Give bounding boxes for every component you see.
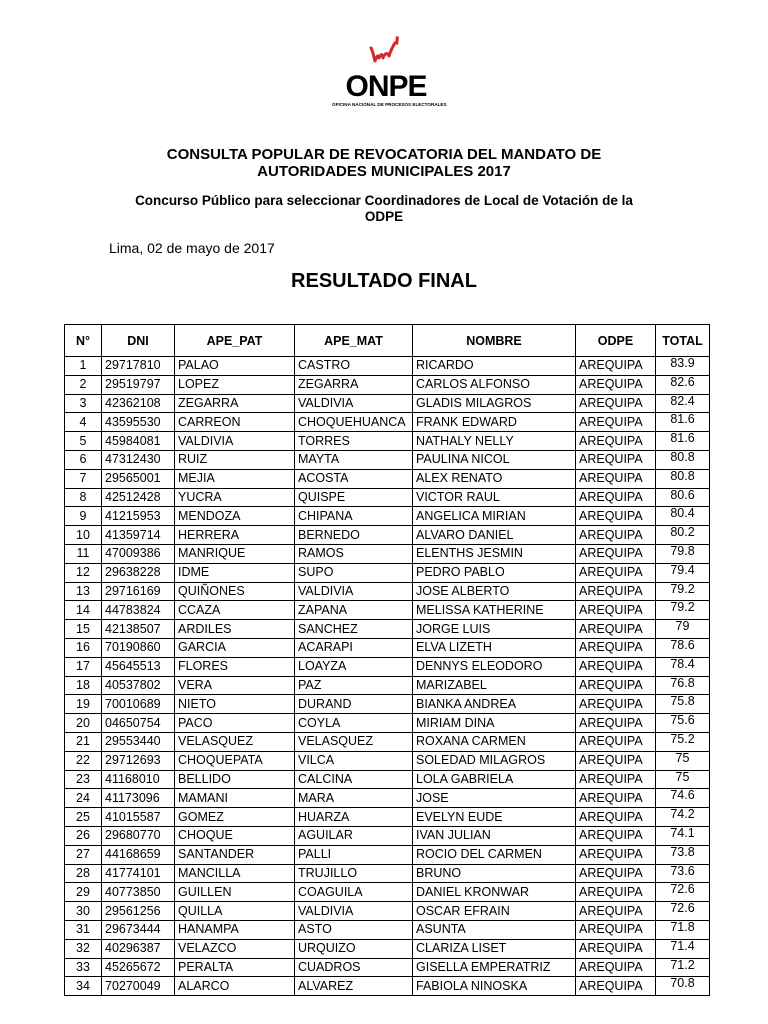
table-row [65,977,710,996]
cell-ape-mat: CALCINA [295,770,413,789]
cell-ape-pat: NIETO [175,695,295,714]
cell-dni: 29565001 [102,469,175,488]
cell-odpe: AREQUIPA [576,375,656,394]
cell-number: 10 [65,526,102,545]
cell-nombre: ANGELICA MIRIAN [413,507,576,526]
cell-number: 18 [65,676,102,695]
cell-ape-pat: VALDIVIA [175,432,295,451]
cell-ape-mat: ACARAPI [295,638,413,657]
cell-total: 72.6 [656,902,710,921]
cell-number: 12 [65,563,102,582]
cell-nombre: SOLEDAD MILAGROS [413,751,576,770]
table-row [65,432,710,451]
cell-ape-pat: CARREON [175,413,295,432]
cell-number: 4 [65,413,102,432]
cell-nombre: JOSE [413,789,576,808]
table-row [65,657,710,676]
cell-nombre: CLARIZA LISET [413,939,576,958]
cell-ape-mat: CHOQUEHUANCA [295,413,413,432]
table-row [65,920,710,939]
cell-ape-mat: ACOSTA [295,469,413,488]
cell-ape-pat: FLORES [175,657,295,676]
cell-number: 3 [65,394,102,413]
cell-nombre: IVAN JULIAN [413,826,576,845]
table-row [65,789,710,808]
cell-number: 8 [65,488,102,507]
cell-dni: 41774101 [102,864,175,883]
table-row [65,751,710,770]
col-header-total: TOTAL [656,325,710,357]
cell-dni: 45645513 [102,657,175,676]
cell-ape-mat: TRUJILLO [295,864,413,883]
cell-number: 16 [65,638,102,657]
table-row [65,601,710,620]
cell-odpe: AREQUIPA [576,920,656,939]
table-row [65,958,710,977]
cell-ape-mat: CHIPANA [295,507,413,526]
cell-nombre: ROCIO DEL CARMEN [413,845,576,864]
cell-dni: 47312430 [102,450,175,469]
cell-number: 13 [65,582,102,601]
table-row [65,507,710,526]
cell-ape-mat: SANCHEZ [295,620,413,639]
table-row [65,357,710,376]
result-heading: RESULTADO FINAL [291,270,477,292]
cell-odpe: AREQUIPA [576,826,656,845]
cell-nombre: RICARDO [413,357,576,376]
cell-ape-mat: RAMOS [295,544,413,563]
cell-nombre: OSCAR EFRAIN [413,902,576,921]
table-row [65,939,710,958]
cell-total: 73.8 [656,845,710,864]
cell-ape-mat: MARA [295,789,413,808]
cell-dni: 70190860 [102,638,175,657]
table-row [65,582,710,601]
logo-wordmark: ONPE [345,70,427,103]
document-subtitle [0,193,768,225]
cell-number: 25 [65,808,102,827]
table-row [65,375,710,394]
cell-ape-pat: BELLIDO [175,770,295,789]
cell-total: 74.6 [656,789,710,808]
cell-number: 2 [65,375,102,394]
cell-number: 11 [65,544,102,563]
logo-subtext: OFICINA NACIONAL DE PROCESOS ELECTORALES [332,102,447,107]
cell-odpe: AREQUIPA [576,883,656,902]
cell-total: 81.6 [656,413,710,432]
table-row [65,826,710,845]
cell-nombre: PAULINA NICOL [413,450,576,469]
cell-odpe: AREQUIPA [576,488,656,507]
cell-nombre: BRUNO [413,864,576,883]
cell-nombre: VICTOR RAUL [413,488,576,507]
cell-odpe: AREQUIPA [576,450,656,469]
table-row [65,469,710,488]
cell-ape-mat: VELASQUEZ [295,732,413,751]
cell-number: 24 [65,789,102,808]
cell-dni: 42138507 [102,620,175,639]
cell-number: 33 [65,958,102,977]
col-header-number: N° [65,325,102,357]
cell-dni: 41359714 [102,526,175,545]
cell-ape-pat: ALARCO [175,977,295,996]
cell-total: 80.6 [656,488,710,507]
cell-total: 74.2 [656,808,710,827]
table-row [65,902,710,921]
cell-odpe: AREQUIPA [576,357,656,376]
cell-ape-pat: GARCIA [175,638,295,657]
cell-ape-pat: HERRERA [175,526,295,545]
table-row [65,394,710,413]
cell-ape-pat: SANTANDER [175,845,295,864]
results-table [64,324,710,996]
cell-dni: 45265672 [102,958,175,977]
table-row [65,563,710,582]
cell-nombre: JORGE LUIS [413,620,576,639]
cell-odpe: AREQUIPA [576,977,656,996]
cell-ape-pat: PALAO [175,357,295,376]
cell-dni: 41168010 [102,770,175,789]
cell-odpe: AREQUIPA [576,394,656,413]
table-row [65,413,710,432]
cell-dni: 70270049 [102,977,175,996]
cell-dni: 29673444 [102,920,175,939]
cell-dni: 42362108 [102,394,175,413]
subtitle-line-1: Concurso Público para seleccionar Coordinadores de Local de Votación de la [135,193,633,208]
cell-ape-mat: VALDIVIA [295,902,413,921]
cell-number: 17 [65,657,102,676]
cell-ape-pat: CHOQUE [175,826,295,845]
cell-total: 71.2 [656,958,710,977]
col-header-odpe: ODPE [576,325,656,357]
cell-ape-mat: TORRES [295,432,413,451]
onpe-logo [326,34,446,114]
table-body [65,357,710,996]
cell-number: 14 [65,601,102,620]
cell-ape-mat: QUISPE [295,488,413,507]
cell-odpe: AREQUIPA [576,808,656,827]
cell-total: 83.9 [656,357,710,376]
cell-number: 34 [65,977,102,996]
cell-ape-mat: URQUIZO [295,939,413,958]
cell-total: 78.4 [656,657,710,676]
cell-odpe: AREQUIPA [576,789,656,808]
table-row [65,526,710,545]
cell-nombre: PEDRO PABLO [413,563,576,582]
cell-total: 71.4 [656,939,710,958]
cell-odpe: AREQUIPA [576,695,656,714]
col-header-dni: DNI [102,325,175,357]
table-row [65,770,710,789]
cell-total: 79.8 [656,544,710,563]
cell-total: 73.6 [656,864,710,883]
cell-total: 72.6 [656,883,710,902]
cell-ape-mat: AGUILAR [295,826,413,845]
ballot-box-hand-icon [368,34,404,68]
cell-total: 70.8 [656,977,710,996]
cell-total: 80.8 [656,469,710,488]
cell-dni: 43595530 [102,413,175,432]
cell-ape-pat: IDME [175,563,295,582]
cell-odpe: AREQUIPA [576,864,656,883]
cell-odpe: AREQUIPA [576,657,656,676]
document-date: Lima, 02 de mayo de 2017 [109,240,275,256]
cell-ape-pat: CHOQUEPATA [175,751,295,770]
cell-ape-pat: MENDOZA [175,507,295,526]
cell-odpe: AREQUIPA [576,902,656,921]
cell-nombre: MELISSA KATHERINE [413,601,576,620]
table-row [65,714,710,733]
cell-odpe: AREQUIPA [576,939,656,958]
cell-ape-pat: GOMEZ [175,808,295,827]
subtitle-line-2: ODPE [364,209,404,224]
table-row [65,845,710,864]
table-row [65,883,710,902]
cell-total: 82.6 [656,375,710,394]
table-row [65,732,710,751]
cell-nombre: GLADIS MILAGROS [413,394,576,413]
cell-ape-mat: ALVAREZ [295,977,413,996]
cell-dni: 29712693 [102,751,175,770]
cell-number: 15 [65,620,102,639]
cell-dni: 40296387 [102,939,175,958]
cell-number: 19 [65,695,102,714]
cell-nombre: DANIEL KRONWAR [413,883,576,902]
cell-ape-mat: BERNEDO [295,526,413,545]
cell-total: 80.8 [656,450,710,469]
cell-nombre: ALEX RENATO [413,469,576,488]
cell-total: 75.8 [656,695,710,714]
cell-ape-pat: QUIÑONES [175,582,295,601]
cell-dni: 47009386 [102,544,175,563]
cell-odpe: AREQUIPA [576,582,656,601]
cell-odpe: AREQUIPA [576,676,656,695]
cell-ape-mat: HUARZA [295,808,413,827]
cell-ape-pat: VERA [175,676,295,695]
cell-nombre: GISELLA EMPERATRIZ [413,958,576,977]
cell-nombre: ASUNTA [413,920,576,939]
cell-number: 27 [65,845,102,864]
cell-ape-mat: PAZ [295,676,413,695]
cell-total: 79 [656,620,710,639]
cell-total: 80.4 [656,507,710,526]
cell-number: 21 [65,732,102,751]
cell-number: 22 [65,751,102,770]
cell-number: 7 [65,469,102,488]
cell-total: 76.8 [656,676,710,695]
table-row [65,544,710,563]
table-header-row [65,325,710,357]
cell-ape-mat: VALDIVIA [295,394,413,413]
cell-ape-mat: VALDIVIA [295,582,413,601]
cell-ape-mat: SUPO [295,563,413,582]
cell-dni: 29519797 [102,375,175,394]
cell-ape-mat: ZEGARRA [295,375,413,394]
cell-odpe: AREQUIPA [576,432,656,451]
table-row [65,638,710,657]
cell-dni: 44783824 [102,601,175,620]
cell-ape-pat: PERALTA [175,958,295,977]
cell-odpe: AREQUIPA [576,507,656,526]
cell-total: 79.2 [656,601,710,620]
cell-odpe: AREQUIPA [576,620,656,639]
cell-ape-pat: CCAZA [175,601,295,620]
cell-nombre: ELENTHS JESMIN [413,544,576,563]
cell-odpe: AREQUIPA [576,638,656,657]
cell-dni: 29716169 [102,582,175,601]
table-row [65,808,710,827]
cell-total: 78.6 [656,638,710,657]
document-title [0,146,768,180]
cell-total: 81.6 [656,432,710,451]
cell-dni: 40537802 [102,676,175,695]
cell-dni: 29638228 [102,563,175,582]
cell-dni: 45984081 [102,432,175,451]
cell-ape-pat: MANRIQUE [175,544,295,563]
cell-total: 80.2 [656,526,710,545]
cell-dni: 04650754 [102,714,175,733]
cell-nombre: EVELYN EUDE [413,808,576,827]
cell-total: 79.4 [656,563,710,582]
cell-ape-mat: LOAYZA [295,657,413,676]
cell-nombre: BIANKA ANDREA [413,695,576,714]
cell-odpe: AREQUIPA [576,413,656,432]
table-row [65,676,710,695]
cell-odpe: AREQUIPA [576,770,656,789]
cell-odpe: AREQUIPA [576,526,656,545]
cell-nombre: FRANK EDWARD [413,413,576,432]
cell-ape-pat: YUCRA [175,488,295,507]
cell-ape-mat: MAYTA [295,450,413,469]
cell-ape-pat: QUILLA [175,902,295,921]
cell-nombre: CARLOS ALFONSO [413,375,576,394]
cell-ape-pat: PACO [175,714,295,733]
cell-dni: 29717810 [102,357,175,376]
cell-nombre: LOLA GABRIELA [413,770,576,789]
cell-dni: 42512428 [102,488,175,507]
cell-ape-pat: GUILLEN [175,883,295,902]
cell-dni: 29553440 [102,732,175,751]
cell-odpe: AREQUIPA [576,958,656,977]
cell-nombre: ROXANA CARMEN [413,732,576,751]
cell-odpe: AREQUIPA [576,714,656,733]
cell-dni: 70010689 [102,695,175,714]
cell-ape-pat: MANCILLA [175,864,295,883]
cell-nombre: ELVA LIZETH [413,638,576,657]
cell-ape-mat: ZAPANA [295,601,413,620]
table-row [65,695,710,714]
cell-total: 75.2 [656,732,710,751]
cell-ape-pat: ZEGARRA [175,394,295,413]
cell-nombre: MIRIAM DINA [413,714,576,733]
cell-number: 26 [65,826,102,845]
cell-number: 29 [65,883,102,902]
cell-total: 75.6 [656,714,710,733]
cell-total: 82.4 [656,394,710,413]
col-header-ape-pat: APE_PAT [175,325,295,357]
cell-odpe: AREQUIPA [576,601,656,620]
cell-ape-mat: COAGUILA [295,883,413,902]
cell-nombre: ALVARO DANIEL [413,526,576,545]
cell-ape-pat: ARDILES [175,620,295,639]
cell-odpe: AREQUIPA [576,732,656,751]
cell-total: 79.2 [656,582,710,601]
cell-dni: 41015587 [102,808,175,827]
cell-dni: 29561256 [102,902,175,921]
cell-ape-pat: HANAMPA [175,920,295,939]
cell-odpe: AREQUIPA [576,563,656,582]
cell-number: 31 [65,920,102,939]
cell-number: 28 [65,864,102,883]
cell-ape-mat: COYLA [295,714,413,733]
cell-dni: 41215953 [102,507,175,526]
cell-odpe: AREQUIPA [576,544,656,563]
cell-odpe: AREQUIPA [576,469,656,488]
cell-number: 1 [65,357,102,376]
table-row [65,864,710,883]
cell-dni: 41173096 [102,789,175,808]
cell-ape-pat: RUIZ [175,450,295,469]
cell-ape-mat: ASTO [295,920,413,939]
col-header-ape-mat: APE_MAT [295,325,413,357]
cell-nombre: DENNYS ELEODORO [413,657,576,676]
cell-number: 30 [65,902,102,921]
cell-ape-pat: LOPEZ [175,375,295,394]
cell-odpe: AREQUIPA [576,845,656,864]
title-line-2: AUTORIDADES MUNICIPALES 2017 [257,163,511,180]
cell-ape-mat: CUADROS [295,958,413,977]
cell-number: 6 [65,450,102,469]
cell-nombre: FABIOLA NINOSKA [413,977,576,996]
cell-number: 20 [65,714,102,733]
title-line-1: CONSULTA POPULAR DE REVOCATORIA DEL MANDATO DE [166,146,602,163]
col-header-nombre: NOMBRE [413,325,576,357]
cell-total: 71.8 [656,920,710,939]
cell-ape-mat: VILCA [295,751,413,770]
cell-number: 32 [65,939,102,958]
cell-nombre: JOSE ALBERTO [413,582,576,601]
cell-ape-mat: PALLI [295,845,413,864]
table-row [65,450,710,469]
cell-ape-mat: DURAND [295,695,413,714]
cell-total: 74.1 [656,826,710,845]
cell-dni: 44168659 [102,845,175,864]
cell-dni: 29680770 [102,826,175,845]
cell-ape-pat: MEJIA [175,469,295,488]
cell-total: 75 [656,770,710,789]
cell-odpe: AREQUIPA [576,751,656,770]
cell-ape-pat: VELAZCO [175,939,295,958]
cell-ape-mat: CASTRO [295,357,413,376]
cell-ape-pat: VELASQUEZ [175,732,295,751]
cell-number: 5 [65,432,102,451]
table-row [65,488,710,507]
cell-total: 75 [656,751,710,770]
cell-ape-pat: MAMANI [175,789,295,808]
cell-nombre: MARIZABEL [413,676,576,695]
cell-number: 23 [65,770,102,789]
table-row [65,620,710,639]
cell-dni: 40773850 [102,883,175,902]
cell-number: 9 [65,507,102,526]
cell-nombre: NATHALY NELLY [413,432,576,451]
